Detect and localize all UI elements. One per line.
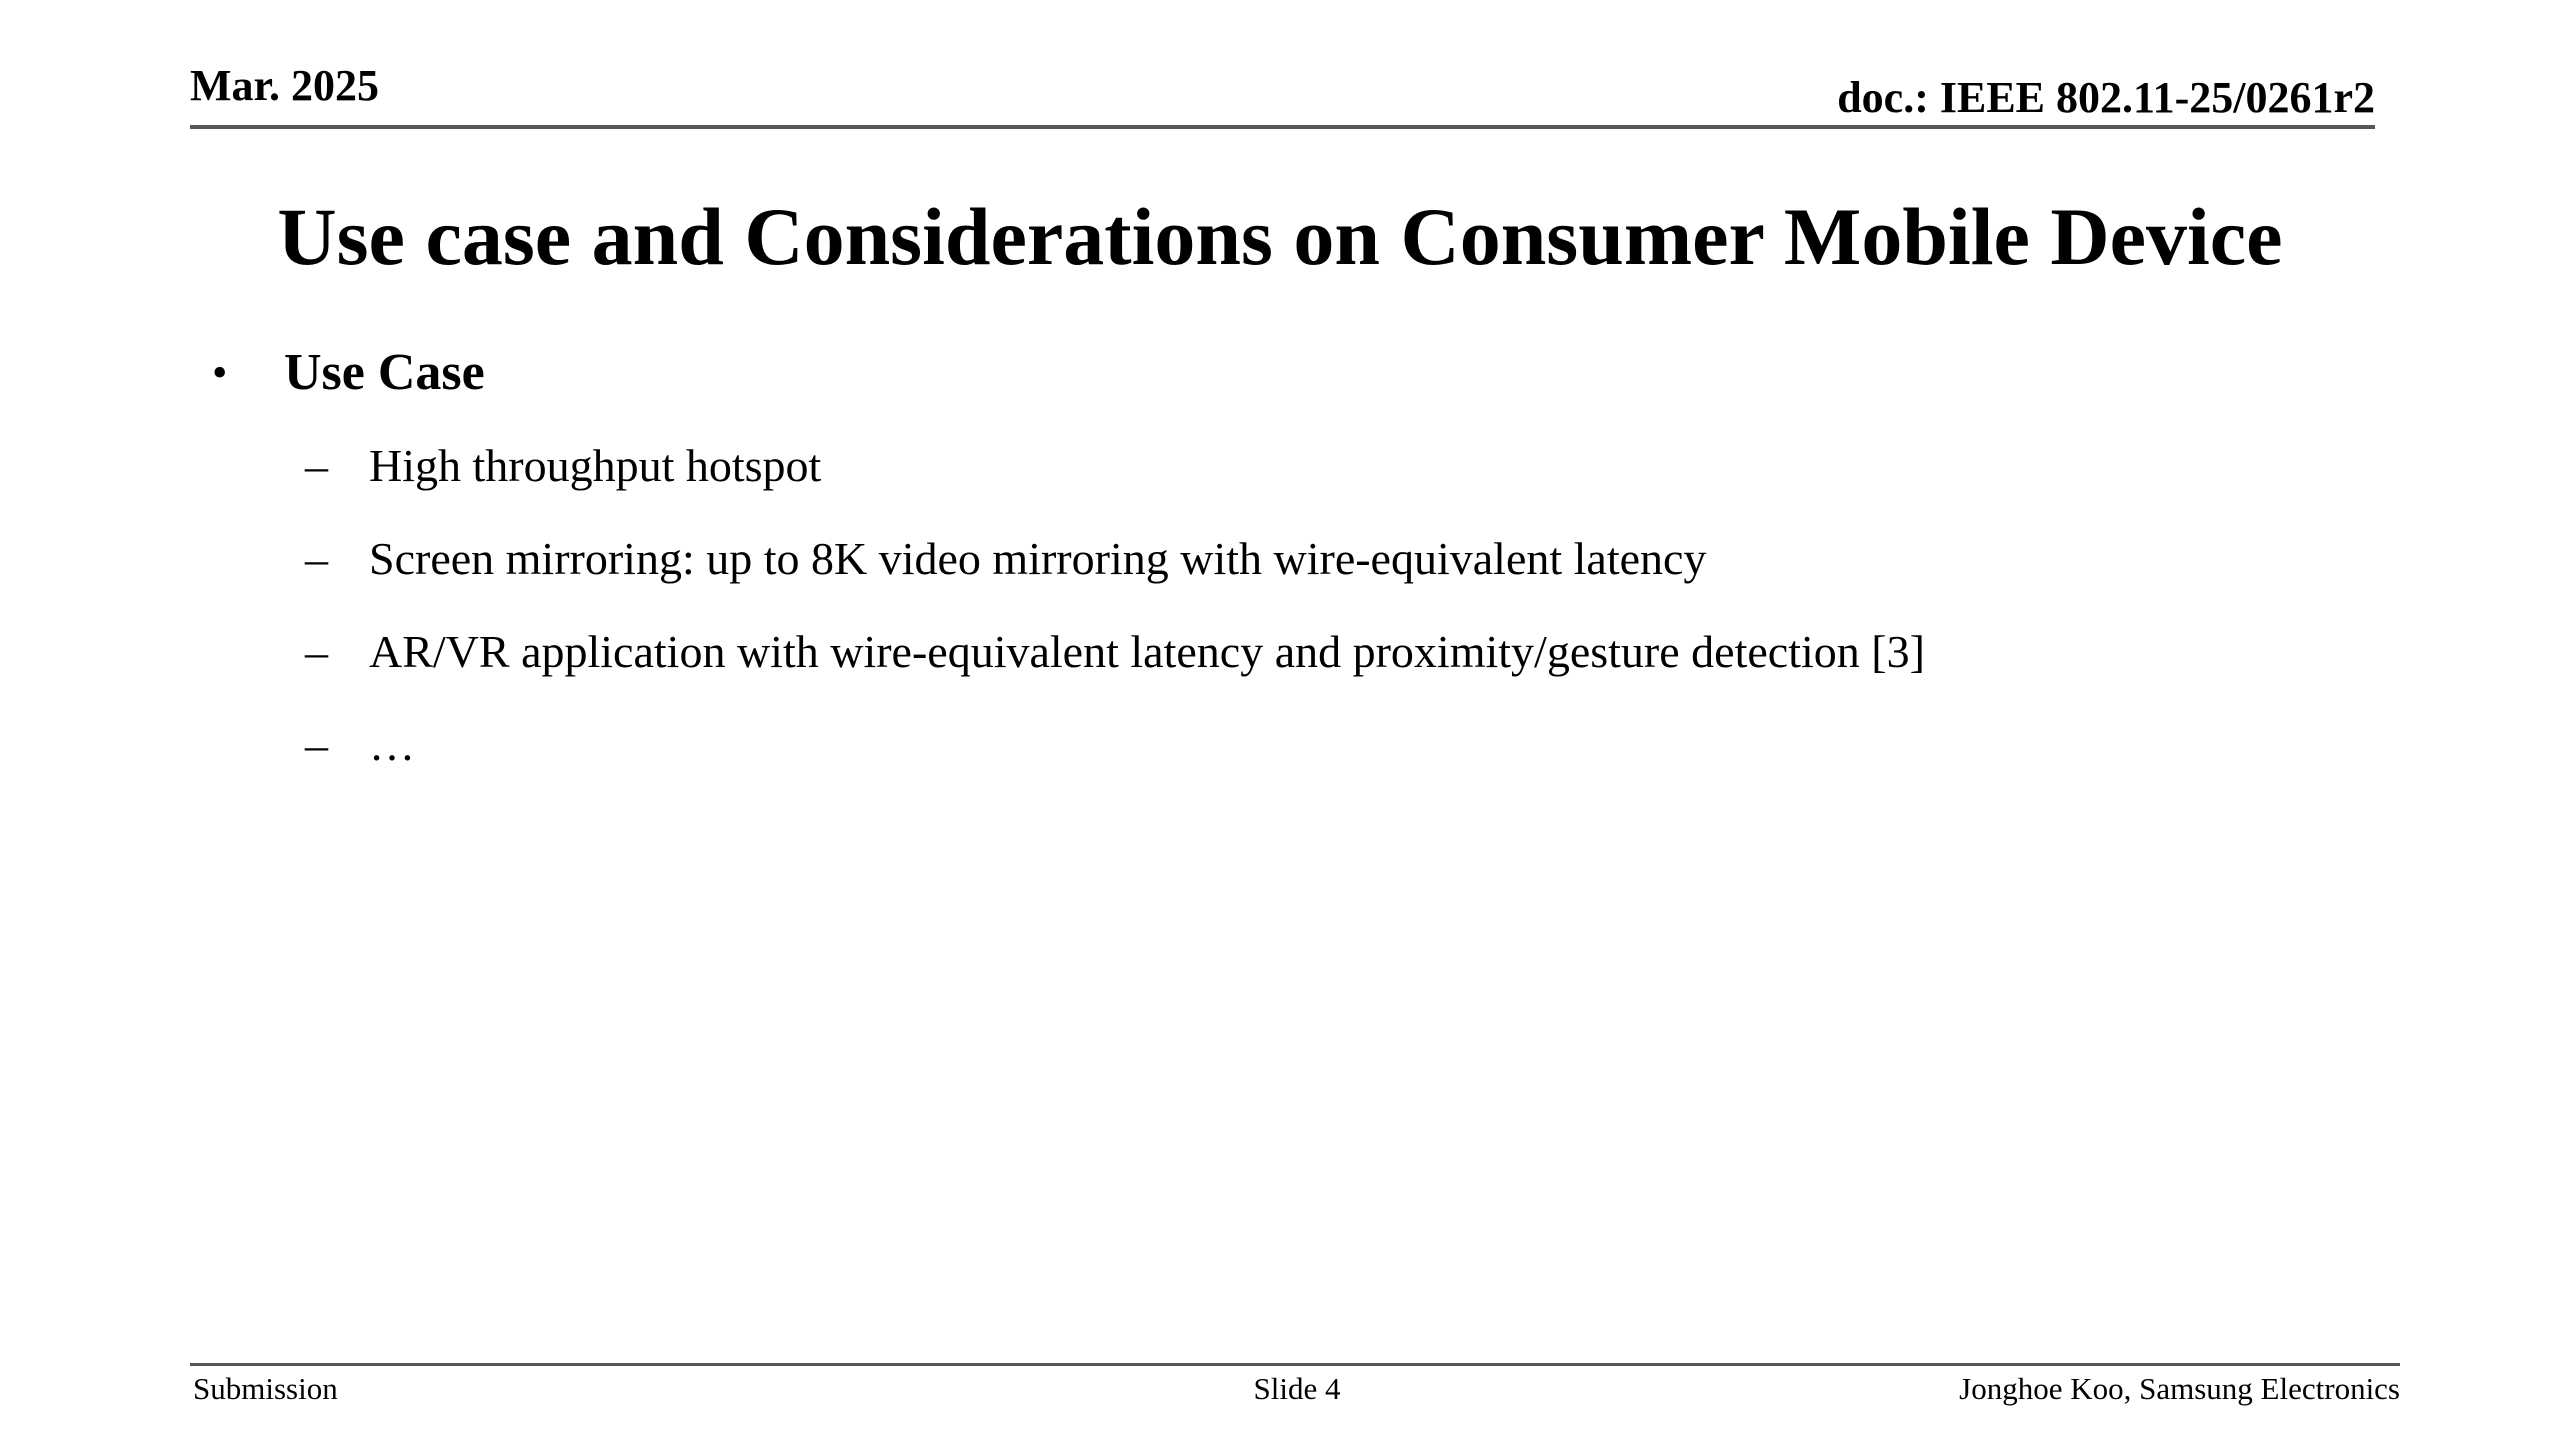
bullet-label: Use Case — [284, 344, 485, 401]
header-date: Mar. 2025 — [190, 61, 380, 110]
header-doc-id: doc.: IEEE 802.11-25/0261r2 — [1837, 73, 2375, 122]
list-item-text: Screen mirroring: up to 8K video mirroring with wire-equivalent latency — [369, 533, 1707, 584]
footer-slide-number: Slide 4 — [1253, 1371, 1341, 1406]
list-item-text: High throughput hotspot — [369, 440, 822, 491]
bullet-icon: • — [212, 348, 228, 397]
bullet-use-case — [212, 343, 485, 403]
dash-icon: – — [305, 626, 328, 677]
dash-icon: – — [305, 719, 328, 770]
list-item — [305, 533, 1925, 626]
list-item — [305, 626, 1925, 719]
dash-icon: – — [305, 440, 328, 491]
list-item — [305, 440, 1925, 533]
list-item-text: AR/VR application with wire-equivalent latency and proximity/gesture detection [3] — [369, 626, 1925, 677]
dash-icon: – — [305, 533, 328, 584]
header-divider — [190, 125, 2375, 129]
use-case-list — [305, 440, 1925, 812]
list-item-text: … — [369, 719, 415, 770]
footer-divider — [190, 1363, 2400, 1366]
slide-title: Use case and Considerations on Consumer Mobile Device — [277, 191, 2283, 282]
footer-submission: Submission — [193, 1371, 338, 1406]
list-item — [305, 719, 1925, 812]
footer-author: Jonghoe Koo, Samsung Electronics — [1959, 1371, 2400, 1406]
